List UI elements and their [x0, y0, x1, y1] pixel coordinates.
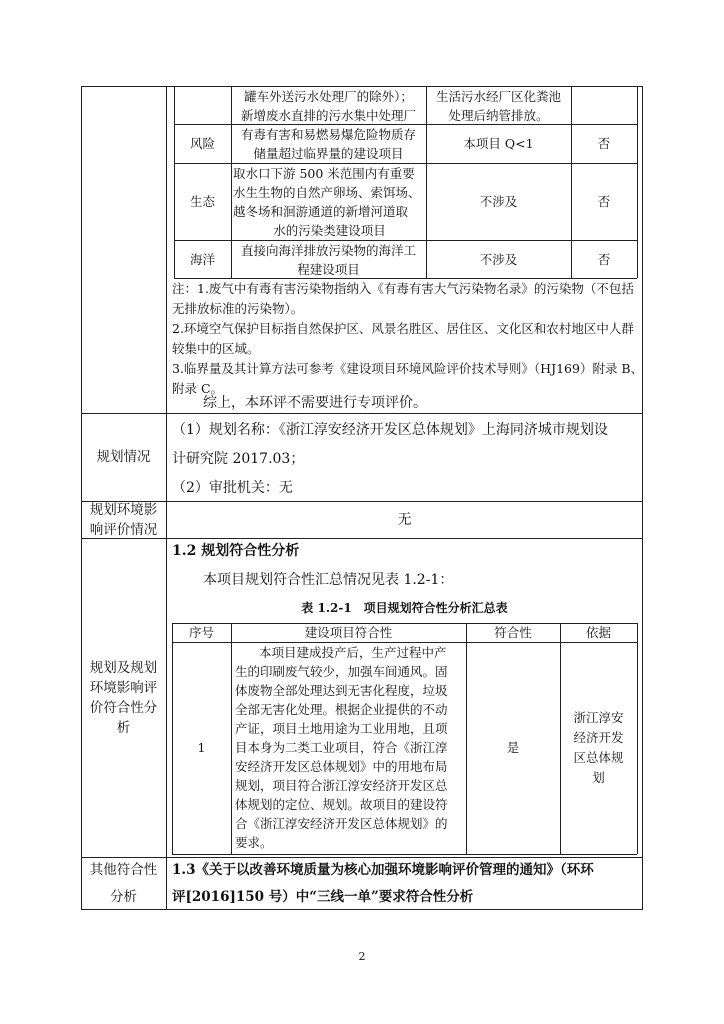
conformity-header-result: 符合性: [494, 625, 532, 640]
planning-content: （1）规划名称：《浙江淳安经济开发区总体规划》上海同济城市规划设 计研究院 2017.03； （2）审批机关：无: [172, 422, 608, 496]
conformity-header-item: 建设项目符合性: [304, 625, 393, 640]
risk-table-right-border: [637, 86, 638, 278]
conformity-intro: 本项目规划符合性汇总情况见表 1.2-1：: [203, 572, 454, 588]
conformity-label: 规划及规划 环境影响评 价符合性分 析: [89, 660, 158, 736]
other-heading: 1.3《关于以改善环境质量为核心加强环境影响评价管理的通知》（环环 评[2016]150 号）中“三线一单”要求符合性分析: [172, 862, 594, 905]
risk-row-project: 不涉及: [479, 194, 518, 209]
risk-row-needed: 否: [597, 252, 611, 267]
risk-row-needed: 否: [597, 194, 611, 209]
risk-conclusion: 综上，本环评不需要进行专项评价。: [203, 395, 427, 411]
conformity-row-basis: 浙江淳安 经济开发 区总体规 划: [573, 710, 624, 785]
conformity-header-no: 序号: [188, 625, 214, 640]
eia-value: 无: [397, 512, 412, 528]
eia-label: 规划环境影 响评价情况: [89, 502, 158, 538]
conformity-divider-1: [231, 623, 232, 854]
conformity-table-bottom: [172, 854, 637, 855]
risk-row-category: 生态: [189, 194, 215, 209]
risk-row-project: 不涉及: [479, 252, 518, 267]
risk-row-category: 海洋: [189, 252, 215, 267]
planning-label: 规划情况: [96, 449, 151, 465]
risk-row-condition: 有毒有害和易燃易爆危险物质存 储量超过临界量的建设项目: [240, 127, 416, 161]
conformity-table-right: [637, 623, 638, 854]
other-label: 其他符合性 分析: [89, 862, 158, 905]
risk-row-condition: 直接向海洋排放污染物的海洋工 程建设项目: [240, 243, 416, 277]
conformity-header-basis: 依据: [585, 625, 611, 640]
risk-row-condition: 取水口下游 500 米范围内有重要 水生生物的自然产卵场、索饵场、 越冬场和洄游通道的新增河道取 水的污染类建设项目: [233, 166, 421, 238]
section-divider: [81, 413, 643, 414]
conformity-table-title: 表 1.2-1 项目规划符合性分析汇总表: [301, 601, 508, 615]
risk-row-project: 生活污水经厂区化粪池 处理后纳管排放。: [435, 89, 561, 123]
risk-row-category: 风险: [189, 136, 215, 151]
risk-row-needed: 否: [597, 136, 611, 151]
label-column-divider: [166, 86, 167, 910]
risk-row-condition: 罐车外送污水处理厂的除外）； 新增废水直排的污水集中处理厂: [240, 89, 416, 123]
risk-notes: 注：1.废气中有毒有害污染物指纳入《有毒有害大气污染物名录》的污染物（不包括 无排放标准的污染物）。 2.环境空气保护目标指自然保护区、风景名胜区、居住区、文化区和农村地区中人群 较集中的区域。 3.临界量及其计算方法可参考《建设项目环境风险评价技术导则》（HJ169）附录 B、 附录 C。: [172, 281, 644, 396]
conformity-row-no: 1: [197, 740, 206, 755]
conformity-row-text: 本项目建成投产后，生产过程中产 生的印刷废气较少，加强车间通风。固 体废物全部处理达到无害化程度，垃圾 全部无害化处理。根据企业提供的不动 产证，项目土地用途为工业用地，且项 目本身为二类工业项目，符合《浙江淳 安经济开发区总体规划》中的用地布局 规划，项目符合浙江淳安经济开发区总 体规划的定位、规划。故项目的建设符 合《浙江淳安经济开发区总体规划》的 要求。: [235, 645, 448, 850]
page-number: 2: [358, 950, 366, 963]
conformity-row-result: 是: [506, 740, 520, 755]
risk-row-project: 本项目 Q<1: [463, 136, 534, 151]
section-divider: [81, 538, 643, 539]
conformity-heading: 1.2 规划符合性分析: [172, 543, 300, 559]
